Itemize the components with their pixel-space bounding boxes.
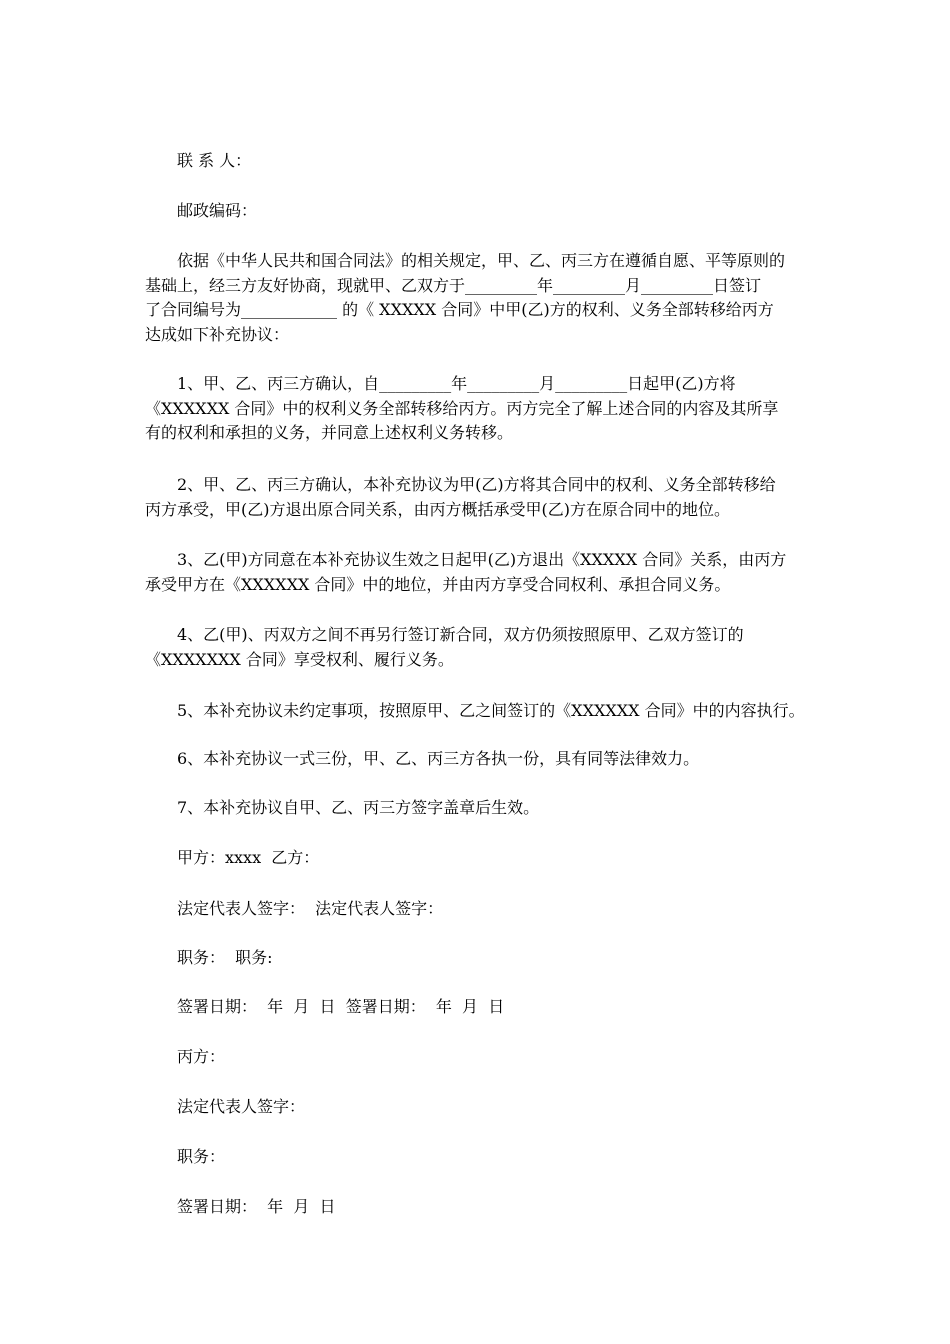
sign-title-c: 职务： (177, 1147, 226, 1166)
clause-line: 丙方承受，甲(乙)方退出原合同关系，由丙方概括承受甲(乙)方在原合同中的地位。 (145, 499, 730, 519)
clause-line: 4、乙(甲)、丙双方之间不再另行签订新合同，双方仍须按照原甲、乙双方签订的 (177, 625, 744, 644)
clause-line: 《XXXXXX 合同》中的权利义务全部转移给丙方。丙方完全了解上述合同的内容及其所享 (145, 398, 779, 418)
clause-2 (145, 473, 813, 522)
clause-7: 7、本补充协议自甲、乙、丙三方签字盖章后生效。 (177, 798, 540, 817)
intro-line: 了合同编号为____________ 的《 XXXXX 合同》中甲(乙)方的权利、义务全部转移给丙方 (145, 300, 774, 319)
sign-party-c: 丙方： (177, 1047, 226, 1066)
clause-line: 2、甲、乙、丙三方确认，本补充协议为甲(乙)方将其合同中的权利、义务全部转移给 (177, 475, 776, 494)
clause-5: 5、本补充协议未约定事项，按照原甲、乙之间签订的《XXXXXX 合同》中的内容执行。 (177, 701, 805, 720)
sign-date-c: 签署日期： 年 月 日 (177, 1197, 336, 1216)
intro-line: 依据《中华人民共和国合同法》的相关规定，甲、乙、丙三方在遵循自愿、平等原则的 (177, 251, 786, 270)
sign-party-ab: 甲方：xxxx 乙方： (177, 848, 320, 867)
intro-paragraph (145, 249, 813, 347)
sign-title-ab: 职务： 职务: (177, 948, 273, 967)
clause-line: 1、甲、乙、丙三方确认，自_________年_________月_________日起甲(乙)方将 (177, 374, 736, 393)
postcode-label: 邮政编码： (177, 201, 258, 220)
sign-rep-c: 法定代表人签字： (177, 1097, 306, 1116)
clause-line: 承受甲方在《XXXXXX 合同》中的地位，并由丙方享受合同权利、承担合同义务。 (145, 574, 731, 594)
contact-person-label: 联 系 人： (177, 151, 252, 170)
clause-line: 3、乙(甲)方同意在本补充协议生效之日起甲(乙)方退出《XXXXX 合同》关系，由丙方 (177, 550, 787, 569)
intro-line: 达成如下补充协议： (145, 324, 290, 344)
clause-line: 有的权利和承担的义务，并同意上述权利义务转移。 (145, 423, 514, 442)
clause-3 (145, 548, 813, 597)
intro-line: 基础上，经三方友好协商，现就甲、乙双方于_________年_________月_________日签订 (145, 275, 762, 295)
clause-6: 6、本补充协议一式三份，甲、乙、丙三方各执一份，具有同等法律效力。 (177, 749, 700, 768)
clause-line: 《XXXXXXX 合同》享受权利、履行义务。 (145, 649, 454, 669)
sign-date-ab: 签署日期： 年 月 日 签署日期： 年 月 日 (177, 997, 505, 1016)
sign-rep-ab: 法定代表人签字： 法定代表人签字： (177, 899, 444, 918)
clause-4 (145, 623, 813, 672)
clause-1 (145, 372, 813, 446)
